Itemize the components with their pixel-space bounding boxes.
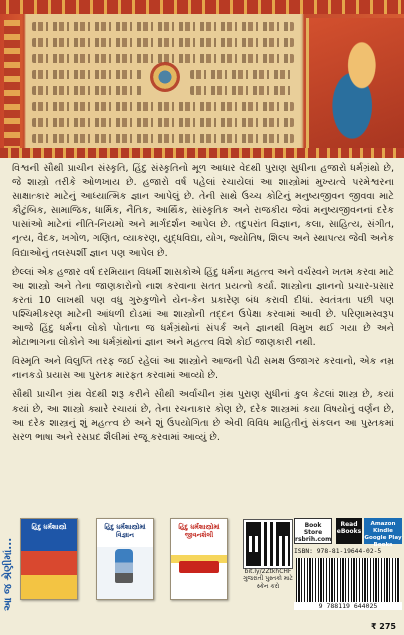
- read-ebooks-badge: Read eBooks: [336, 518, 362, 544]
- related-book-cover[interactable]: [170, 518, 228, 600]
- qr-scan-text: ગુજરાતી પુસ્તકો માટે સ્કેન કરો: [243, 575, 293, 590]
- related-book-title: હિંદુ ધર્મશાસ્ત્રોમાં વિજ્ઞાન: [104, 523, 146, 539]
- manuscript-script: [32, 38, 294, 47]
- back-cover-footer: [0, 512, 404, 635]
- isbn-text: ISBN: 978-81-19644-02-5: [294, 548, 382, 555]
- price-label: ₹ 275: [370, 622, 396, 631]
- blurb-paragraph: વિશ્વની સૌથી પ્રાચીન સંસ્કૃતિ, હિંદુ સંસ્કૃતિનો મૂળ આધાર વેદથી પુરાણ સુધીના હજારો ધર્મગ્રંથો છે, જે શાસ્ત્રો તરીકે ઓળખાય છે. હજારો વર્ષ પહેલાં રચાયેલાં આ શાસ્ત્રોમાં મુખ્યત્વે પરમેશ્વરના સાક્ષાત્કાર માટેનું આધ્યાત્મિક જ્ઞાન આપેલું છે. તેની સાથે ઉચ્ચ કોટિનું મનુષ્યજીવન જીવવા માટે કૌટુંબિક, સામાજિક, ધાર્મિક, નૈતિક, આર્થિક, સાંસ્કૃતિક અને રાજકીય જેવાં મનુષ્યજીવનનાં દરેક પાસાંઓ માટેનાં નીતિ-નિયમો અને માર્ગદર્શન આપેલ છે. તદુપરાંત વિજ્ઞાન, કલા, સાહિત્ય, સંગીત, નૃત્ય, વૈદક, ખગોળ, ગણિત, વ્યાકરણ, યુદ્ધવિદ્યા, યોગ, જ્યોતિષ, શિલ્પ અને સ્થાપત્ય જેવી અનેક વિદ્યાઓનું તલસ્પર્શી જ્ઞાન પણ આપેલ છે.: [12, 163, 394, 259]
- manuscript-script: [32, 102, 294, 111]
- manuscript-script: [32, 134, 294, 143]
- kindle-play-badge: Amazon Kindle Google Play Books: [364, 518, 402, 544]
- cover-illustration: [0, 0, 404, 158]
- related-book-title: હિંદુ ધર્મશાસ્ત્રોમાં જીવનશૈલી: [178, 523, 220, 539]
- decorative-border: [0, 148, 404, 158]
- store-url: rsbrih.com: [295, 536, 332, 543]
- barcode-number: 9 788119 644025: [294, 602, 402, 610]
- book-title-bar: [179, 561, 219, 573]
- manuscript-script: [32, 118, 294, 127]
- blurb-paragraph: છેલ્લાં એક હજાર વર્ષ દરમિયાન વિધર્મી શાસકોએ હિંદુ ધર્મના મહત્ત્વ અને વર્ચસ્વને ખતમ કરવા માટે આ શાસ્ત્રો અને તેના જાણકારોનો નાશ કરવાના સતત પ્રયત્નો કર્યા. શાસ્ત્રોના જ્ઞાનનો પ્રચાર-પ્રસાર કરતાં 10 લાખથી પણ વધુ ગુરુકુળોને યેન-કેન પ્રકારેણ બંધ કરાવી દીધાં. સ્વતંત્રતા પછી પણ પશ્ચિમીકરણ માટેની આંધળી દોડમાં આ શાસ્ત્રોની તદ્દન ઉપેક્ષા કરવામાં આવી છે. પરિણામસ્વરૂપ આજે હિંદુ ધર્મના લોકો પોતાના જ ધર્મગ્રંથોનાં સંપર્ક અને જ્ઞાનથી વિમુખ થઈ ગયા છે અને મોટાભાગના લોકોને આ ધર્મગ્રંથોનાં જ્ઞાન અને મહત્ત્વ વિશે કોઈ જાણકારી નથી.: [12, 266, 394, 349]
- blurb-paragraph: સૌથી પ્રાચીન ગ્રંથ વેદથી શરૂ કરીને સૌથી અર્વાચીન ગ્રંથ પુરાણ સુધીનાં કુલ કેટલાં શાસ્ત્ર છે, કયાં કયાં છે, આ શાસ્ત્રો ક્યારે રચાયાં છે, તેના રચનાકાર કોણ છે, દરેક શાસ્ત્રમાં કયા વિષયોનું વર્ણન છે, આ દરેક શાસ્ત્રનું શું મહત્ત્વ છે અને શું ઉપયોગિતા છે એવી વિવિધ માહિતીનું સંકલન આ પુસ્તકમાં સરળ ભાષા અને રસપ્રદ શૈલીમાં રજૂ કરવામાં આવ્યું છે.: [12, 389, 394, 443]
- qr-code-icon[interactable]: [244, 520, 292, 568]
- qr-url-text: bit.ly/2ZtkhCHF: [244, 568, 292, 575]
- related-book-cover[interactable]: [20, 518, 78, 600]
- series-label: આ જ શ્રેણીમાં...: [2, 537, 14, 611]
- qr-caption: [238, 568, 298, 591]
- book-store-badge[interactable]: [294, 518, 332, 544]
- manuscript-script: [190, 70, 294, 79]
- manuscript-script: [190, 86, 294, 95]
- blurb-paragraph: વિસ્મૃતિ અને વિલુપ્તિ તરફ જઈ રહેલાં આ શાસ્ત્રોને આજની પેઢી સમક્ષ ઉજાગર કરવાનો, એક નમ્ર નાનકડો પ્રયાસ આ પુસ્તક મારફત કરવામાં આવ્યો છે.: [12, 356, 394, 382]
- decorative-band: [4, 20, 20, 154]
- related-book-title: હિંદુ ધર્મશાસ્ત્રો: [31, 523, 67, 531]
- back-cover-blurb: [12, 162, 394, 450]
- store-label: Book Store: [303, 522, 323, 536]
- manuscript-script: [32, 86, 142, 95]
- barcode-icon: [296, 558, 400, 602]
- related-book-cover[interactable]: [96, 518, 154, 600]
- manuscript-script: [32, 22, 294, 31]
- microscope-icon: [115, 549, 133, 583]
- decorative-border: [0, 0, 404, 14]
- deity-figure-painting: [306, 18, 404, 153]
- manuscript-medallion: [150, 62, 180, 92]
- manuscript-script: [32, 70, 142, 79]
